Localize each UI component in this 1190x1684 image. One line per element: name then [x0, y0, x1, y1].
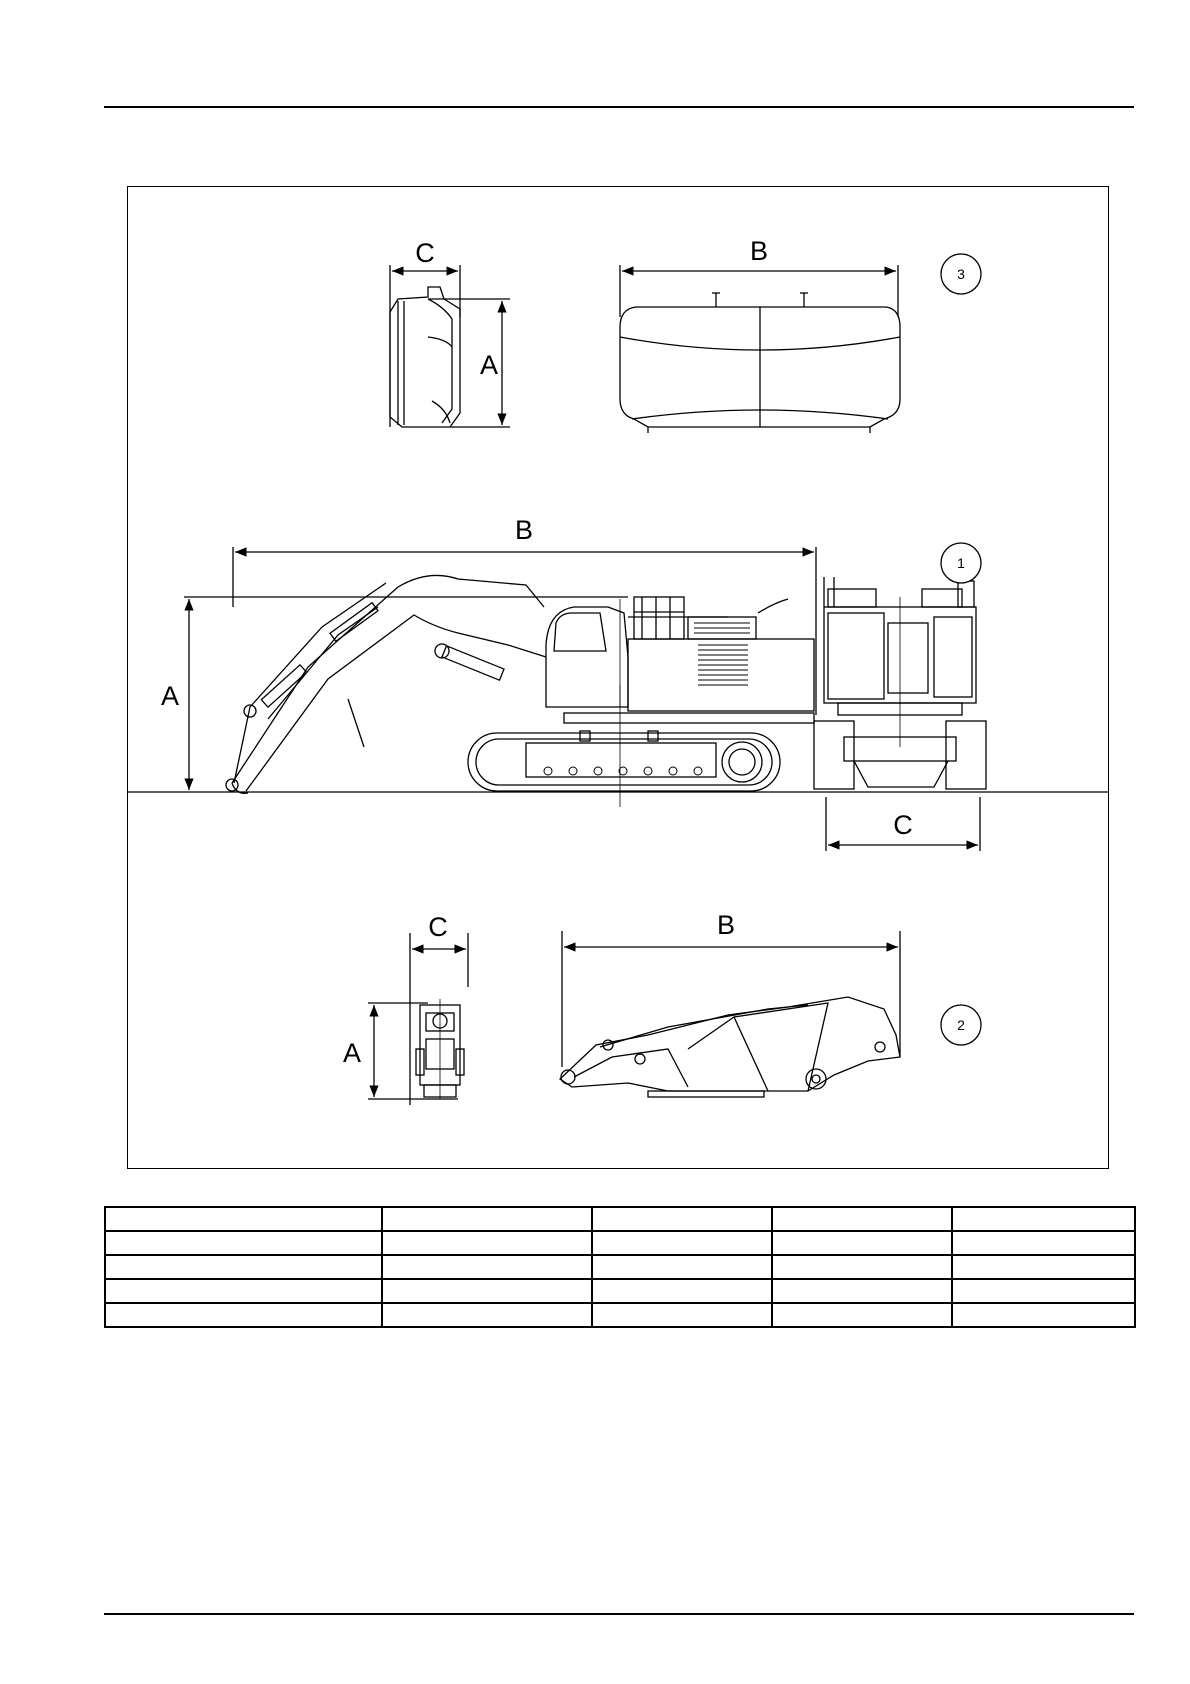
counterweight-side-view [390, 265, 510, 427]
table-cell [592, 1279, 772, 1303]
callout-2 [941, 1005, 981, 1045]
dim-label-c-view3: C [415, 238, 435, 268]
table-cell [772, 1255, 952, 1279]
callout-2-number: 2 [957, 1017, 965, 1033]
table-cell [382, 1303, 592, 1327]
table-cell [952, 1231, 1135, 1255]
table-row [105, 1303, 1135, 1327]
table-cell [952, 1279, 1135, 1303]
table-cell [592, 1231, 772, 1255]
table-cell [592, 1303, 772, 1327]
table-cell [952, 1255, 1135, 1279]
dim-label-a-view2: A [342, 1038, 362, 1068]
table-row [105, 1207, 1135, 1231]
table-cell [772, 1279, 952, 1303]
table-cell [592, 1207, 772, 1231]
table-cell [952, 1207, 1135, 1231]
dim-label-c-view1: C [893, 810, 913, 840]
table-cell [772, 1231, 952, 1255]
table-row [105, 1279, 1135, 1303]
dim-label-b-view2: B [716, 910, 736, 940]
table-cell [382, 1207, 592, 1231]
table-cell [772, 1207, 952, 1231]
table-cell [382, 1255, 592, 1279]
table-cell [105, 1255, 382, 1279]
table-cell [105, 1279, 382, 1303]
callout-3-number: 3 [957, 266, 965, 282]
counterweight-rear-view [620, 265, 900, 433]
footer-rule [104, 1613, 1134, 1615]
callout-1 [941, 543, 981, 583]
table-cell [105, 1231, 382, 1255]
dim-label-a-view3: A [479, 350, 499, 380]
dim-label-a-view1: A [160, 681, 180, 711]
dimension-figure [127, 186, 1109, 1169]
table-row [105, 1231, 1135, 1255]
boom-front-view [368, 933, 468, 1105]
dim-label-c-view2: C [428, 912, 448, 942]
table-cell [105, 1303, 382, 1327]
table-cell [952, 1303, 1135, 1327]
dim-label-b-view3: B [749, 236, 769, 266]
dimension-table [104, 1206, 1136, 1328]
callout-3 [941, 254, 981, 294]
header-rule [104, 106, 1134, 108]
table-cell [105, 1207, 382, 1231]
boom-side-view [560, 931, 900, 1097]
table-cell [592, 1255, 772, 1279]
dimension-drawing [128, 187, 1108, 1168]
table-row [105, 1255, 1135, 1279]
dim-label-b-view1: B [514, 515, 534, 545]
table-cell [382, 1231, 592, 1255]
machine-side-view [128, 547, 1108, 807]
callout-1-number: 1 [957, 555, 965, 571]
table-cell [772, 1303, 952, 1327]
table-cell [382, 1279, 592, 1303]
